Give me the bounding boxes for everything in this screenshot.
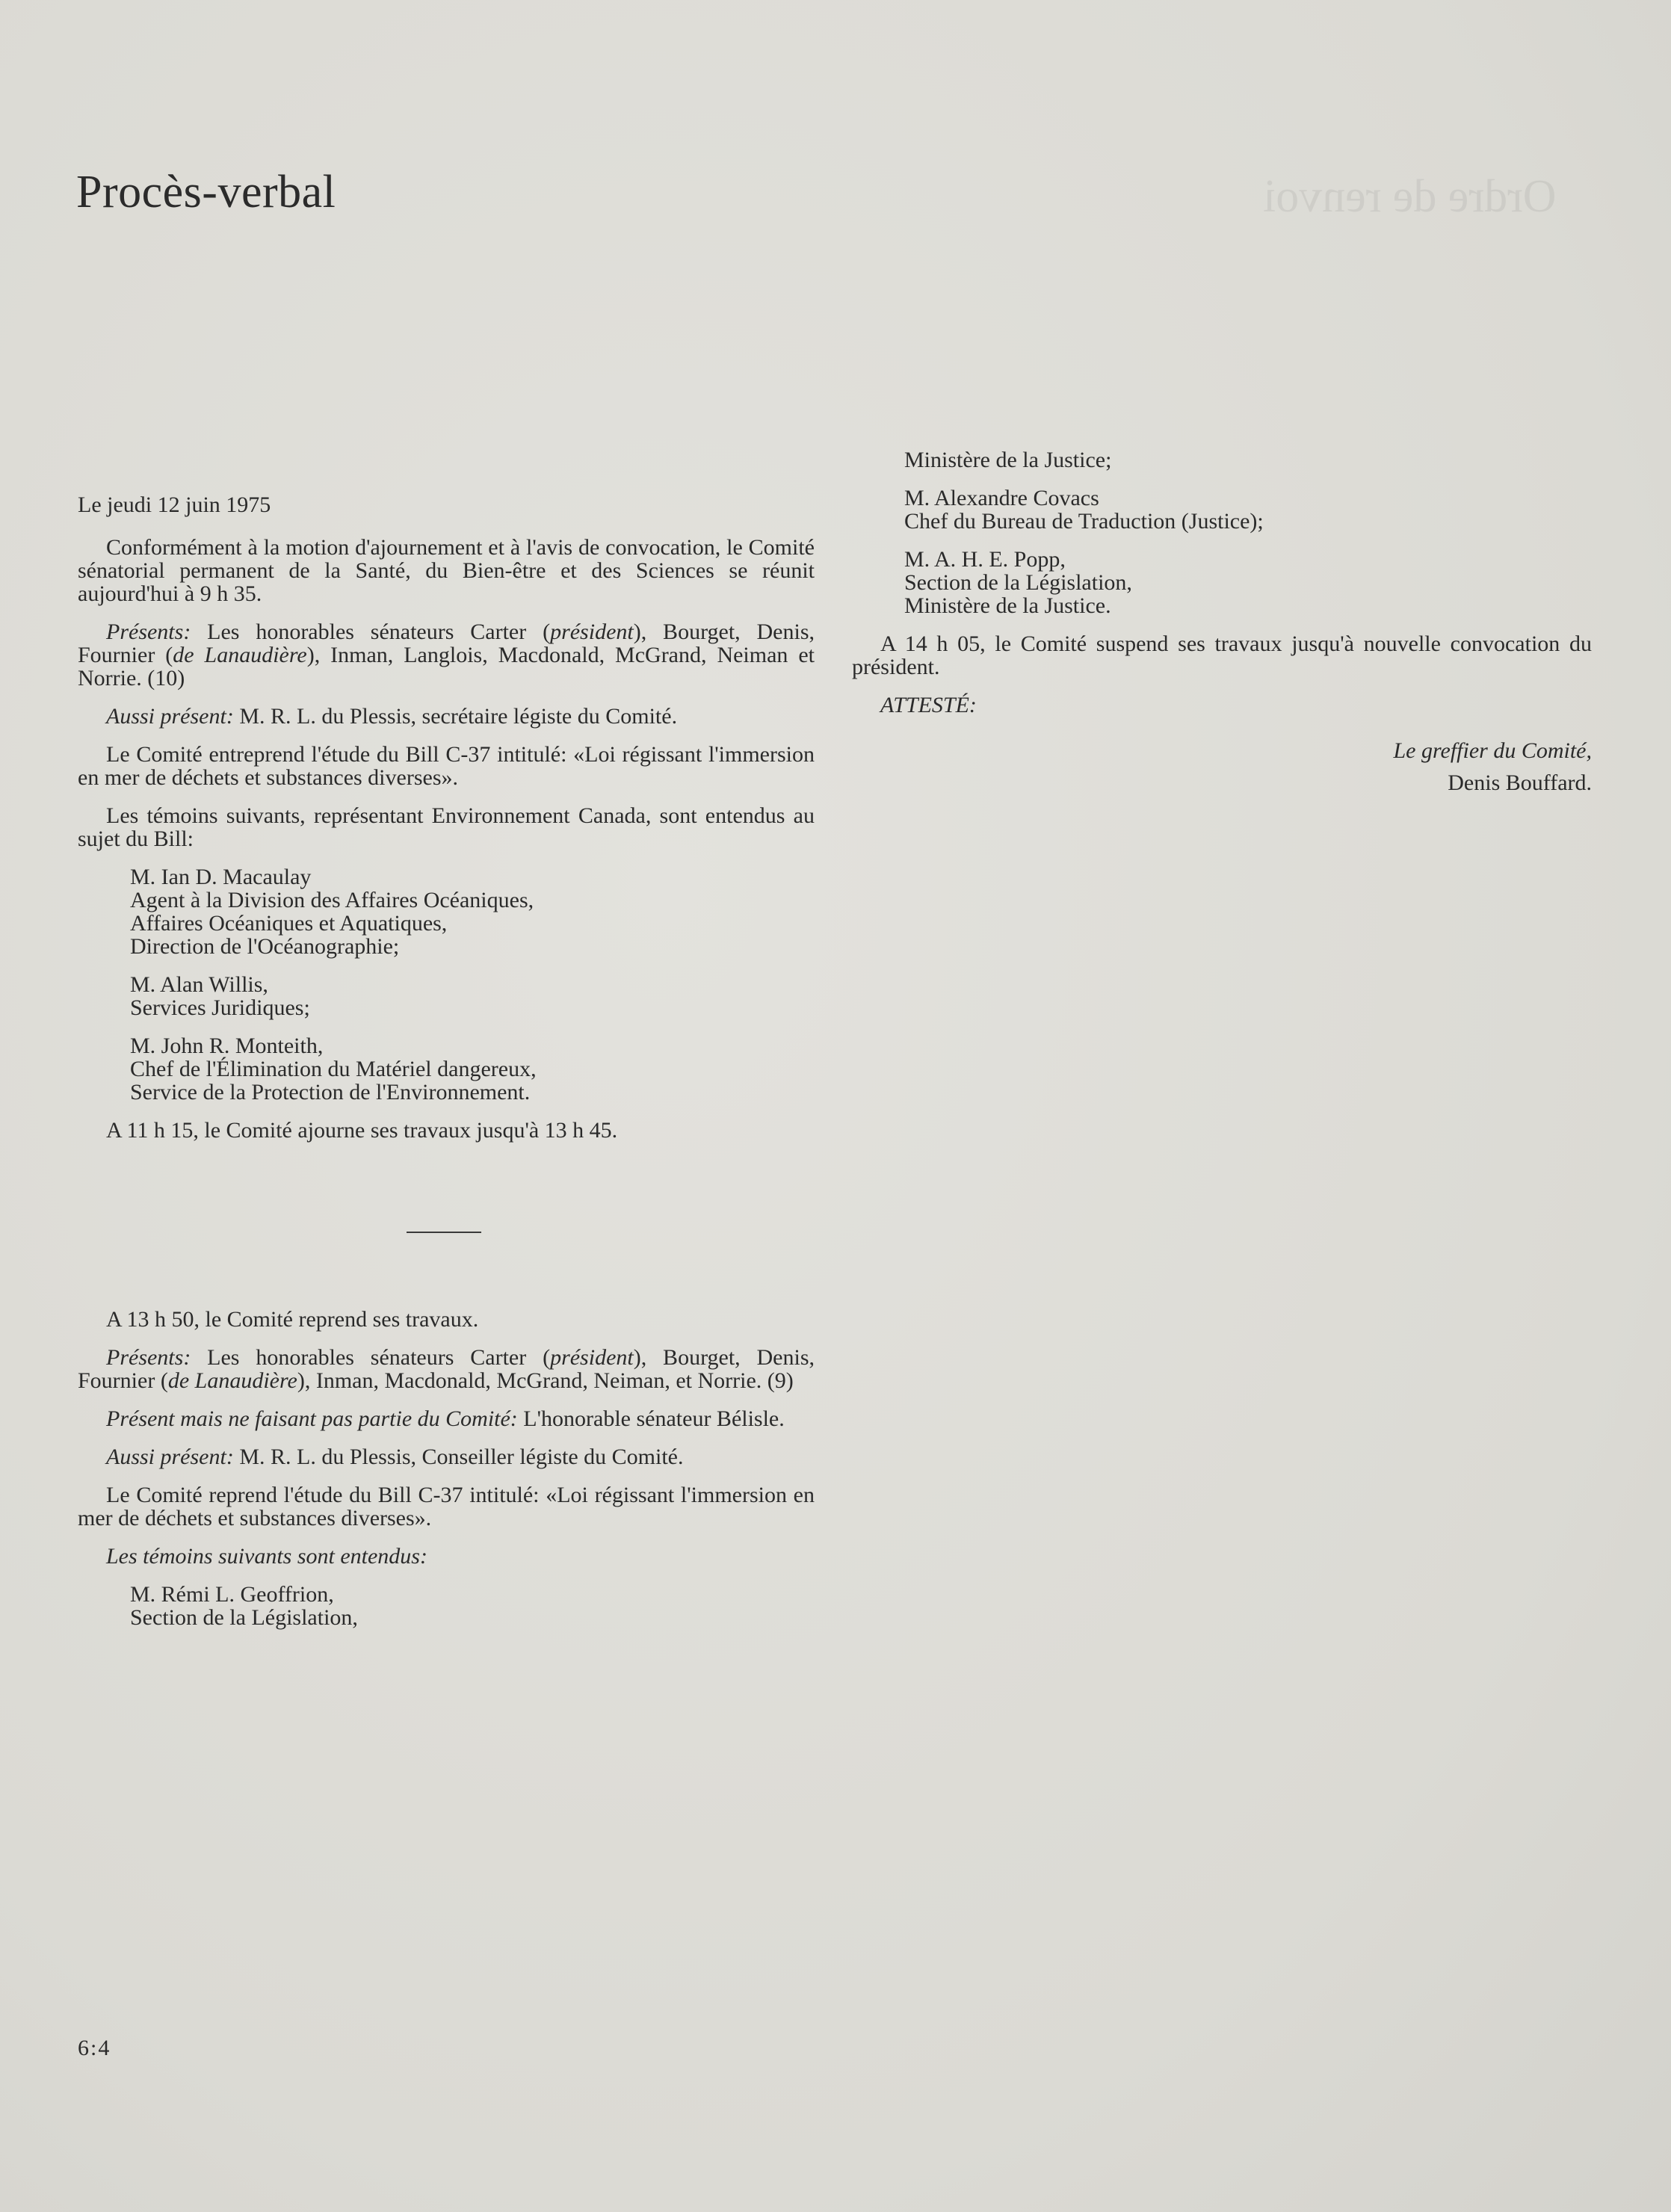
- page-title: Procès-verbal: [76, 167, 336, 217]
- witness-line: Chef du Bureau de Traduction (Justice);: [904, 509, 1264, 534]
- witness-line: M. Alan Willis,: [130, 972, 268, 997]
- witness-line: M. Rémi L. Geoffrion,: [130, 1582, 334, 1607]
- witness-line: Services Juridiques;: [130, 995, 310, 1020]
- also-present-label: Aussi présent:: [106, 1445, 234, 1469]
- members-text: Les honorables sénateurs Carter (: [191, 620, 551, 644]
- witness-line: Ministère de la Justice.: [904, 593, 1111, 618]
- president-label: président: [550, 620, 634, 644]
- witness-monteith: [130, 1034, 815, 1104]
- witnesses-intro-text: Les témoins suivants sont entendus:: [106, 1544, 427, 1569]
- right-column: [852, 448, 1592, 794]
- witness-line: Section de la Législation,: [904, 570, 1132, 595]
- bleed-through-title: Ordre de renvoi: [1263, 171, 1557, 222]
- witness-line: Affaires Océaniques et Aquatiques,: [130, 911, 448, 936]
- witness-willis: [130, 973, 815, 1019]
- members-present-afternoon: [78, 1346, 815, 1392]
- presents-label: Présents:: [106, 1345, 191, 1370]
- suspension-paragraph: A 14 h 05, le Comité suspend ses travaux jusqu'à nouvelle convocation du président.: [852, 631, 1592, 679]
- witness-line: M. Alexandre Covacs: [904, 486, 1099, 510]
- witness-line: Service de la Protection de l'Environnement.: [130, 1080, 531, 1105]
- page-number: 6:4: [78, 2036, 111, 2060]
- witness-popp: [904, 548, 1592, 617]
- members-present: [78, 620, 815, 690]
- bill-study-resume: Le Comité reprend l'étude du Bill C-37 intitulé: «Loi régissant l'immersion en mer de déchets et substances diverses».: [78, 1483, 815, 1530]
- left-column: [78, 486, 815, 1644]
- opening-paragraph: Conformément à la motion d'ajournement et à l'avis de convocation, le Comité sénatorial permanent de la Santé, du Bien-être et des Sciences se réunit aujourd'hui à 9 h 35.: [78, 535, 815, 606]
- witness-line: Direction de l'Océanographie;: [130, 934, 400, 959]
- adjournment-paragraph: A 11 h 15, le Comité ajourne ses travaux jusqu'à 13 h 45.: [106, 1118, 618, 1143]
- witness-line: M. John R. Monteith,: [130, 1034, 324, 1058]
- witness-line: M. Ian D. Macaulay: [130, 865, 312, 889]
- clerk-title: [852, 739, 1592, 762]
- members-text: ), Bourget, Denis, Fournier (: [78, 1345, 815, 1393]
- also-present-text: M. R. L. du Plessis, secrétaire légiste du Comité.: [233, 704, 678, 729]
- witness-geoffrion: [130, 1583, 815, 1629]
- clerk-title-text: Le greffier du Comité,: [1393, 738, 1592, 763]
- lanaudiere-label: de Lanaudière: [167, 1368, 297, 1393]
- members-text: ), Inman, Langlois, Macdonald, McGrand, Neiman et Norrie. (10): [78, 643, 815, 691]
- clerk-name: Denis Bouffard.: [1448, 770, 1592, 795]
- non-member-present: [78, 1407, 815, 1430]
- president-label: président: [550, 1345, 634, 1370]
- witness-line: Section de la Législation,: [130, 1605, 358, 1630]
- section-divider: [407, 1232, 481, 1233]
- non-member-label: Présent mais ne faisant pas partie du Comité:: [106, 1406, 518, 1431]
- witnesses-intro-afternoon: [78, 1545, 815, 1568]
- lanaudiere-label: de Lanaudière: [173, 643, 307, 667]
- witness-line: Agent à la Division des Affaires Océaniques,: [130, 888, 534, 912]
- witness-line: Chef de l'Élimination du Matériel dangereux,: [130, 1057, 537, 1081]
- presents-label: Présents:: [106, 620, 191, 644]
- witnesses-intro: Les témoins suivants, représentant Environnement Canada, sont entendus au sujet du Bill:: [78, 803, 815, 851]
- attest-label: ATTESTÉ:: [880, 693, 977, 717]
- meeting-date: Le jeudi 12 juin 1975: [78, 492, 271, 517]
- also-present-label: Aussi présent:: [106, 704, 234, 729]
- members-text: ), Inman, Macdonald, McGrand, Neiman, et Norrie. (9): [297, 1368, 794, 1393]
- also-present-text: M. R. L. du Plessis, Conseiller légiste du Comité.: [233, 1445, 684, 1469]
- witness-macaulay: [130, 865, 815, 958]
- members-text: Les honorables sénateurs Carter (: [191, 1345, 551, 1370]
- also-present: [78, 705, 815, 728]
- witness-line: Ministère de la Justice;: [904, 448, 1112, 472]
- bill-study-paragraph: Le Comité entreprend l'étude du Bill C-37 intitulé: «Loi régissant l'immersion en mer de déchets et substances diverses».: [78, 742, 815, 790]
- members-text: ), Bourget, Denis, Fournier (: [78, 620, 815, 667]
- witness-line: M. A. H. E. Popp,: [904, 547, 1066, 572]
- non-member-text: L'honorable sénateur Bélisle.: [517, 1406, 785, 1431]
- resume-paragraph: A 13 h 50, le Comité reprend ses travaux.: [106, 1307, 479, 1332]
- also-present-afternoon: [78, 1445, 815, 1468]
- witness-covacs: [904, 486, 1592, 533]
- witness-geoffrion-cont: [904, 448, 1592, 472]
